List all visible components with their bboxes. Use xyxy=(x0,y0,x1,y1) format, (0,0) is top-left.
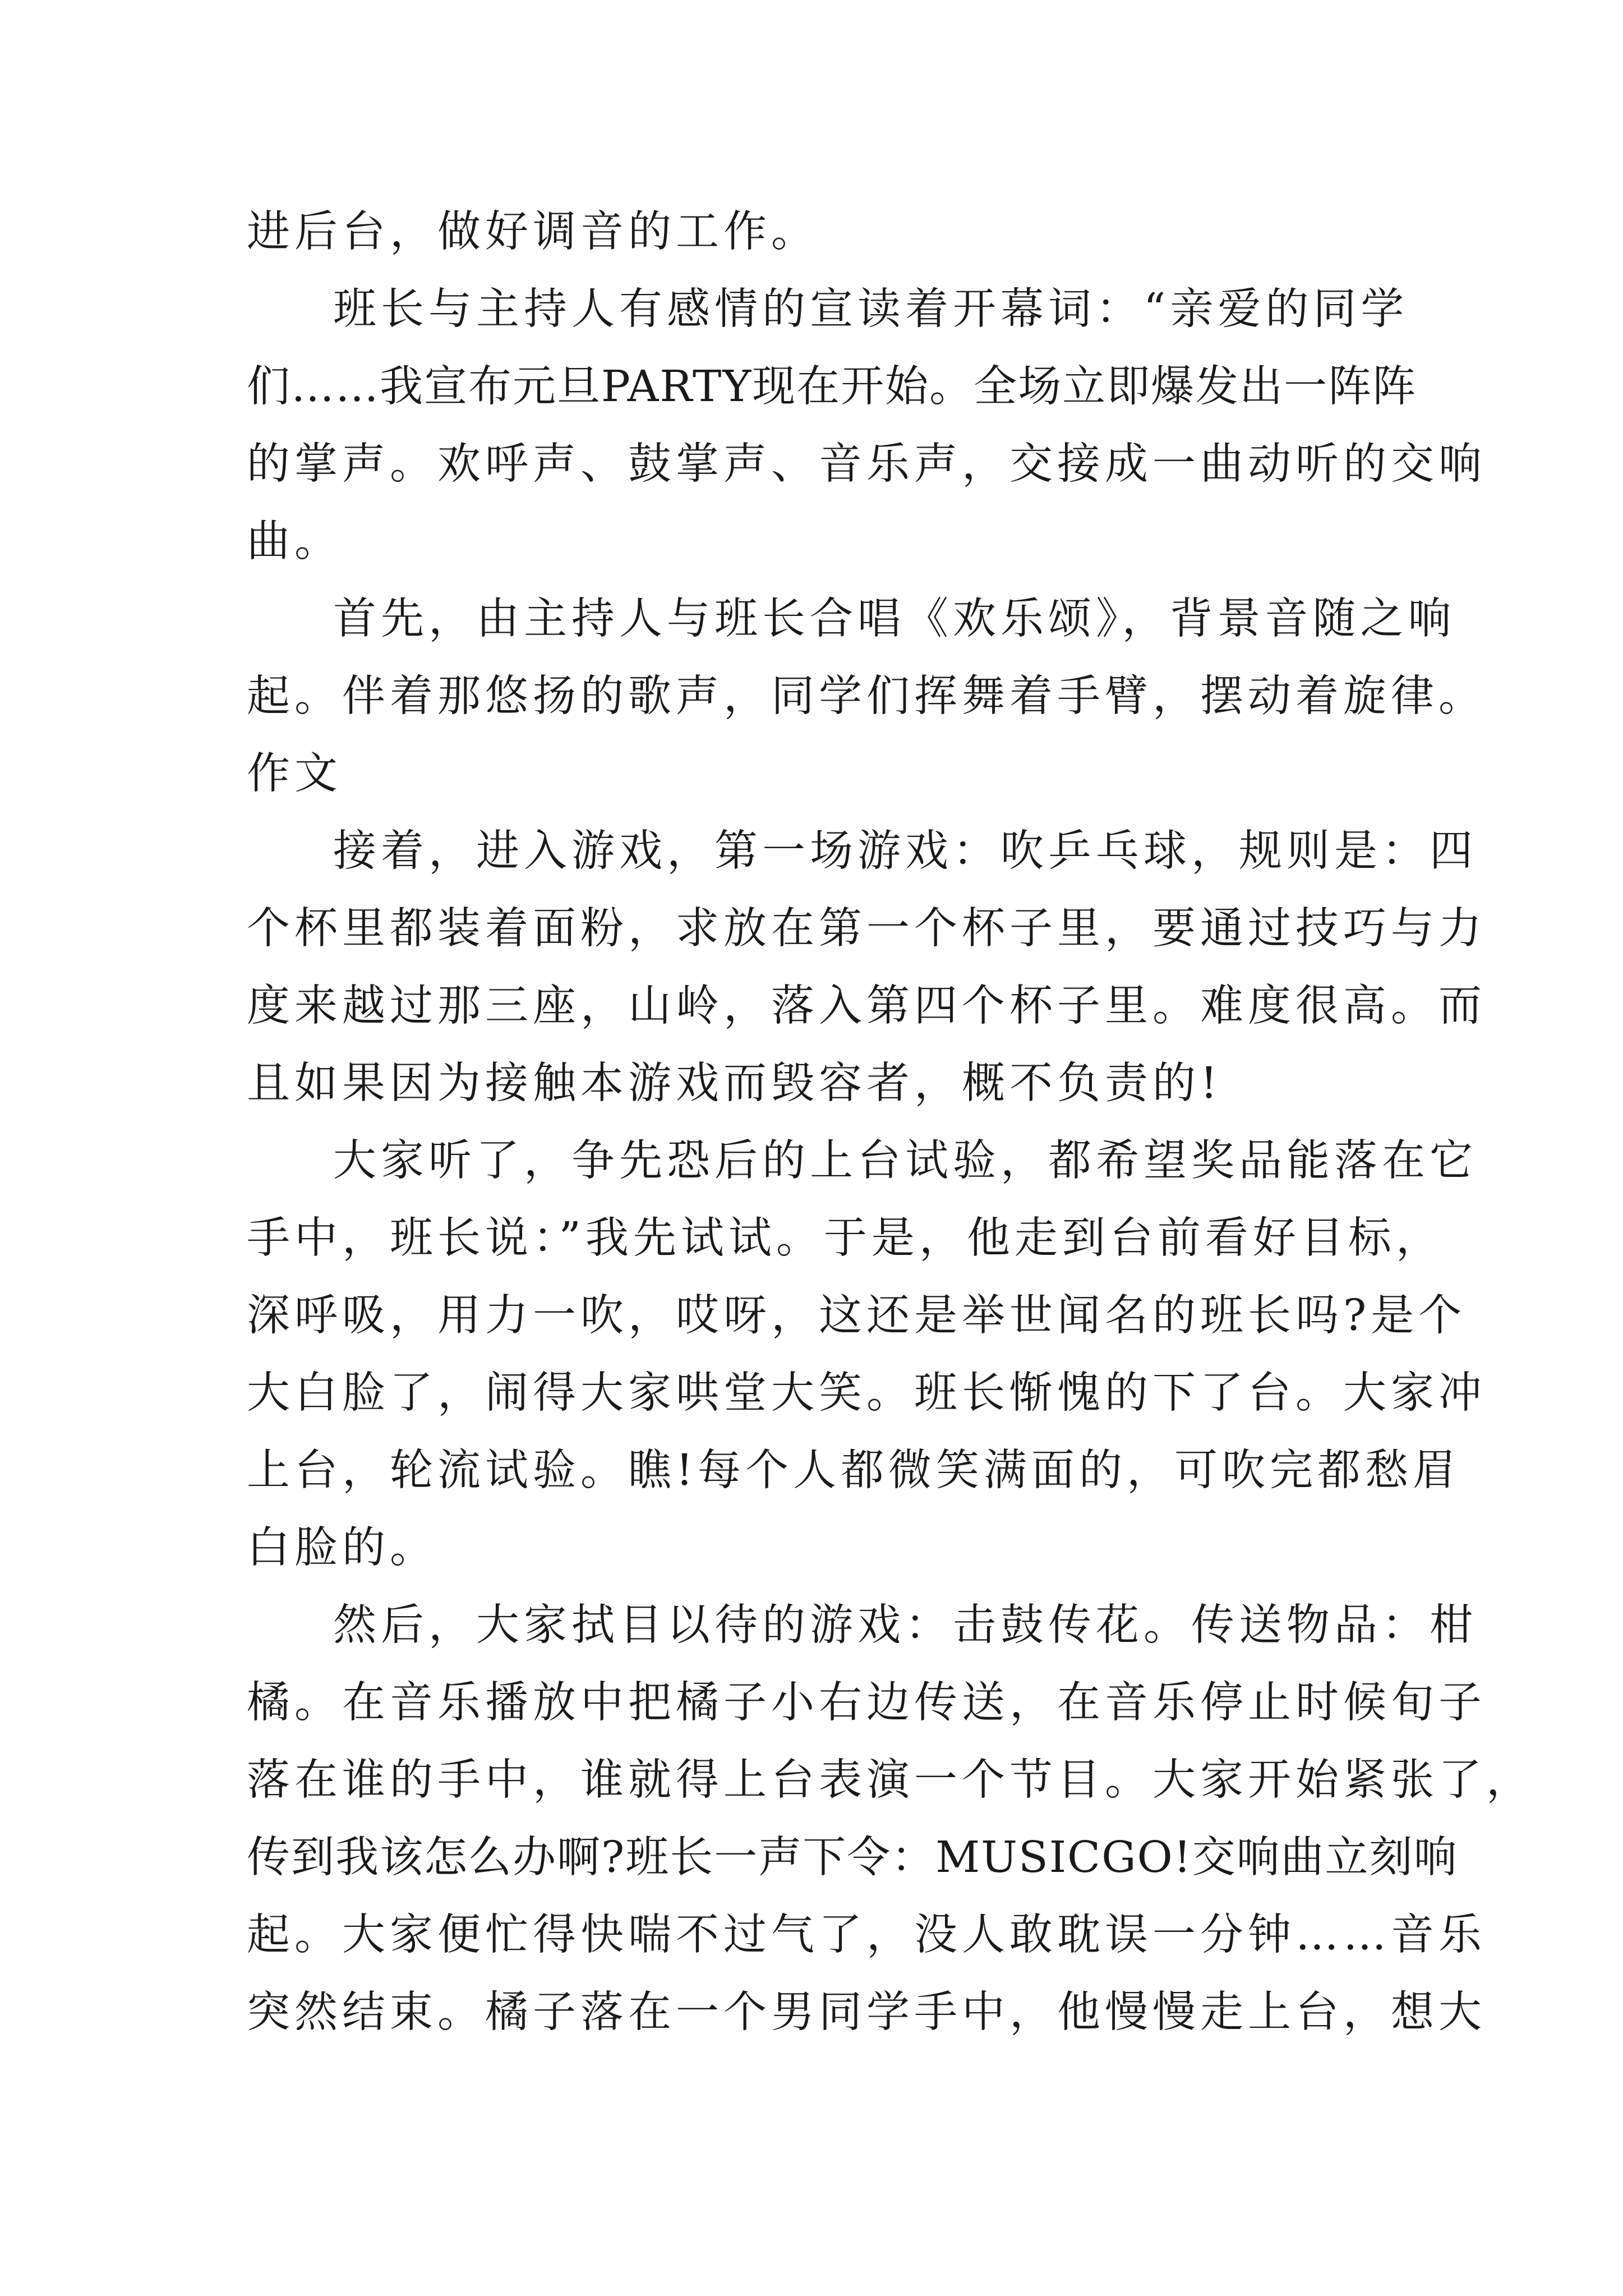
text-line: 们……我宣布元旦PARTY现在开始。全场立即爆发出一阵阵 xyxy=(247,362,1417,412)
text-line: 白脸的。 xyxy=(247,1523,437,1573)
text-line: 大白脸了，闹得大家哄堂大笑。班长惭愧的下了台。大家冲 xyxy=(247,1368,1486,1418)
paragraph-first-line: 班长与主持人有感情的宣读着开幕词：“亲爱的同学 xyxy=(333,284,1409,334)
text-line: 上台，轮流试验。瞧!每个人都微笑满面的，可吹完都愁眉 xyxy=(247,1446,1460,1496)
paragraph-first-line: 首先，由主持人与班长合唱《欢乐颂》，背景音随之响 xyxy=(333,594,1456,644)
text-line: 的掌声。欢呼声、鼓掌声、音乐声，交接成一曲动听的交响 xyxy=(247,439,1486,489)
text-line: 手中，班长说：”我先试试。于是，他走到台前看好目标， xyxy=(247,1213,1444,1263)
paragraph-first-line: 然后，大家拭目以待的游戏：击鼓传花。传送物品：柑 xyxy=(333,1600,1477,1650)
text-line: 作文 xyxy=(247,749,342,799)
text-line: 起。大家便忙得快喘不过气了，没人敢耽误一分钟……音乐 xyxy=(247,1910,1486,1960)
paragraph-first-line: 接着，进入游戏，第一场游戏：吹乒乓球，规则是：四 xyxy=(333,826,1477,876)
text-line: 落在谁的手中，谁就得上台表演一个节目。大家开始紧张了， xyxy=(247,1755,1534,1805)
text-line: 橘。在音乐播放中把橘子小右边传送，在音乐停止时候旬子 xyxy=(247,1678,1486,1728)
text-line: 起。伴着那悠扬的歌声，同学们挥舞着手臂，摆动着旋律。 xyxy=(247,671,1486,721)
text-line: 个杯里都装着面粉，求放在第一个杯子里，要通过技巧与力 xyxy=(247,904,1486,954)
text-line: 传到我该怎么办啊?班长一声下令：MUSICGO!交响曲立刻响 xyxy=(247,1833,1458,1883)
text-line: 突然结束。橘子落在一个男同学手中，他慢慢走上台，想大 xyxy=(247,1987,1486,2037)
text-line: 度来越过那三座，山岭，落入第四个杯子里。难度很高。而 xyxy=(247,981,1486,1031)
essay-body xyxy=(247,194,1534,2051)
text-line: 深呼吸，用力一吹，哎呀，这还是举世闻名的班长吗?是个 xyxy=(247,1291,1467,1341)
text-line: 曲。 xyxy=(247,517,342,567)
text-line: 进后台，做好调音的工作。 xyxy=(247,207,819,257)
text-line: 且如果因为接触本游戏而毁容者，概不负责的! xyxy=(247,1059,1222,1108)
paragraph-first-line: 大家听了，争先恐后的上台试验，都希望奖品能落在它 xyxy=(333,1136,1477,1186)
